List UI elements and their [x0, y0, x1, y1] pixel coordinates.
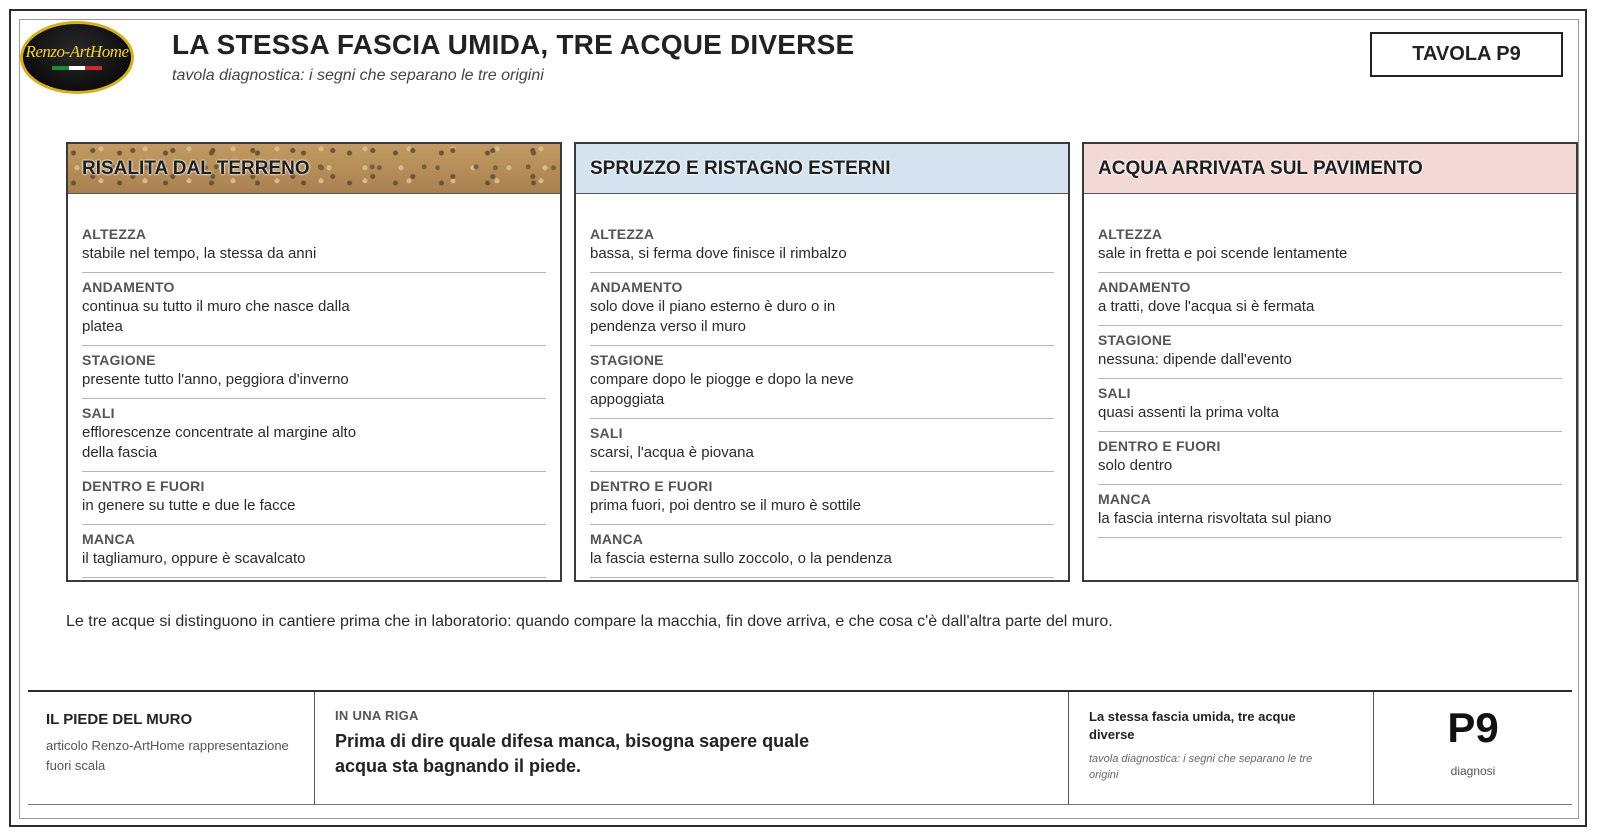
- row-manca: [1098, 485, 1562, 538]
- row-value: nessuna: dipende dall'evento: [1098, 351, 1292, 368]
- row-andamento: [1098, 273, 1562, 326]
- row-label: DENTRO E FUORI: [82, 478, 205, 494]
- plate-code-caption: diagnosi: [1450, 764, 1496, 778]
- plate-code: P9: [1447, 704, 1499, 751]
- card-header: [1084, 144, 1576, 194]
- row-label: ALTEZZA: [1098, 226, 1163, 242]
- row-value: quasi assenti la prima volta: [1098, 404, 1279, 421]
- row-altezza: [82, 220, 546, 273]
- card-pavimento: [1082, 142, 1578, 582]
- row-value: la fascia interna risvoltata sul piano: [1098, 510, 1332, 527]
- row-label: SALI: [1098, 385, 1131, 401]
- row-value: efflorescenze concentrate al margine alto della fascia: [82, 424, 357, 461]
- footer-oneline: [315, 692, 1069, 804]
- row-label: DENTRO E FUORI: [1098, 438, 1221, 454]
- card-title: SPRUZZO E RISTAGNO ESTERNI: [590, 157, 891, 179]
- row-andamento: [590, 273, 1054, 346]
- row-value: a tratti, dove l'acqua si è fermata: [1098, 298, 1315, 315]
- row-label: ALTEZZA: [82, 226, 147, 242]
- row-value: prima fuori, poi dentro se il muro è sottile: [590, 497, 861, 514]
- row-label: ANDAMENTO: [1098, 279, 1191, 295]
- row-manca: [590, 525, 1054, 578]
- row-label: STAGIONE: [82, 352, 156, 368]
- row-altezza: [1098, 220, 1562, 273]
- series-subtitle: articolo Renzo-ArtHome rappresentazione fuori scala: [46, 738, 289, 773]
- plate-title: La stessa fascia umida, tre acque diverse: [1089, 709, 1296, 742]
- row-value: in genere su tutte e due le facce: [82, 497, 296, 514]
- footer-plate-info: [1069, 692, 1374, 804]
- row-manca: [82, 525, 546, 578]
- row-label: SALI: [590, 425, 623, 441]
- plate-badge: TAVOLA P9: [1370, 32, 1563, 77]
- row-value: scarsi, l'acqua è piovana: [590, 444, 754, 461]
- row-value: stabile nel tempo, la stessa da anni: [82, 245, 317, 262]
- brand-logo: [20, 21, 134, 94]
- row-sali: [82, 399, 546, 472]
- plate-subtitle: tavola diagnostica: i segni che separano le tre origini: [1089, 753, 1313, 781]
- row-andamento: [82, 273, 546, 346]
- row-label: STAGIONE: [1098, 332, 1172, 348]
- card-rows: [82, 220, 546, 578]
- row-label: ANDAMENTO: [590, 279, 683, 295]
- row-label: ALTEZZA: [590, 226, 655, 242]
- series-title: IL PIEDE DEL MURO: [46, 711, 193, 728]
- row-dentro-fuori: [590, 472, 1054, 525]
- page-subtitle: tavola diagnostica: i segni che separano le tre origini: [172, 67, 544, 84]
- row-sali: [1098, 379, 1562, 432]
- row-label: MANCA: [82, 531, 136, 547]
- flag-stripe-icon: [52, 66, 102, 70]
- footer-series: [28, 692, 315, 804]
- row-stagione: [82, 346, 546, 399]
- card-spruzzo: [574, 142, 1070, 582]
- row-value: compare dopo le piogge e dopo la neve appoggiata: [590, 371, 854, 408]
- row-label: SALI: [82, 405, 115, 421]
- card-title: RISALITA DAL TERRENO: [82, 157, 310, 179]
- card-rows: [590, 220, 1054, 578]
- row-label: DENTRO E FUORI: [590, 478, 713, 494]
- footer-code: [1374, 692, 1572, 804]
- row-value: la fascia esterna sullo zoccolo, o la pendenza: [590, 550, 892, 567]
- summary-note: Le tre acque si distinguono in cantiere prima che in laboratorio: quando compare la macchia, fin dove arriva, e che cosa c'è dall'altra parte del muro.: [66, 613, 1113, 630]
- row-value: bassa, si ferma dove finisce il rimbalzo: [590, 245, 847, 262]
- row-dentro-fuori: [82, 472, 546, 525]
- oneline-text: Prima di dire quale difesa manca, bisogna sapere quale acqua sta bagnando il piede.: [335, 731, 810, 776]
- row-value: il tagliamuro, oppure è scavalcato: [82, 550, 306, 567]
- row-label: MANCA: [590, 531, 644, 547]
- row-dentro-fuori: [1098, 432, 1562, 485]
- footer-bar: [28, 690, 1572, 805]
- row-value: presente tutto l'anno, peggiora d'inverno: [82, 371, 349, 388]
- row-stagione: [1098, 326, 1562, 379]
- card-title: ACQUA ARRIVATA SUL PAVIMENTO: [1098, 157, 1423, 179]
- logo-text: Renzo-ArtHome: [25, 41, 129, 61]
- row-value: sale in fretta e poi scende lentamente: [1098, 245, 1348, 262]
- row-stagione: [590, 346, 1054, 419]
- row-label: ANDAMENTO: [82, 279, 175, 295]
- card-risalita: [66, 142, 562, 582]
- row-altezza: [590, 220, 1054, 273]
- card-header: [576, 144, 1068, 194]
- row-value: solo dove il piano esterno è duro o in pendenza verso il muro: [590, 298, 836, 335]
- row-value: solo dentro: [1098, 457, 1173, 474]
- oneline-label: IN UNA RIGA: [335, 708, 419, 723]
- page-title: LA STESSA FASCIA UMIDA, TRE ACQUE DIVERSE: [172, 29, 855, 60]
- card-rows: [1098, 220, 1562, 538]
- row-label: MANCA: [1098, 491, 1152, 507]
- card-header: [68, 144, 560, 194]
- row-sali: [590, 419, 1054, 472]
- row-label: STAGIONE: [590, 352, 664, 368]
- row-value: continua su tutto il muro che nasce dalla platea: [82, 298, 350, 335]
